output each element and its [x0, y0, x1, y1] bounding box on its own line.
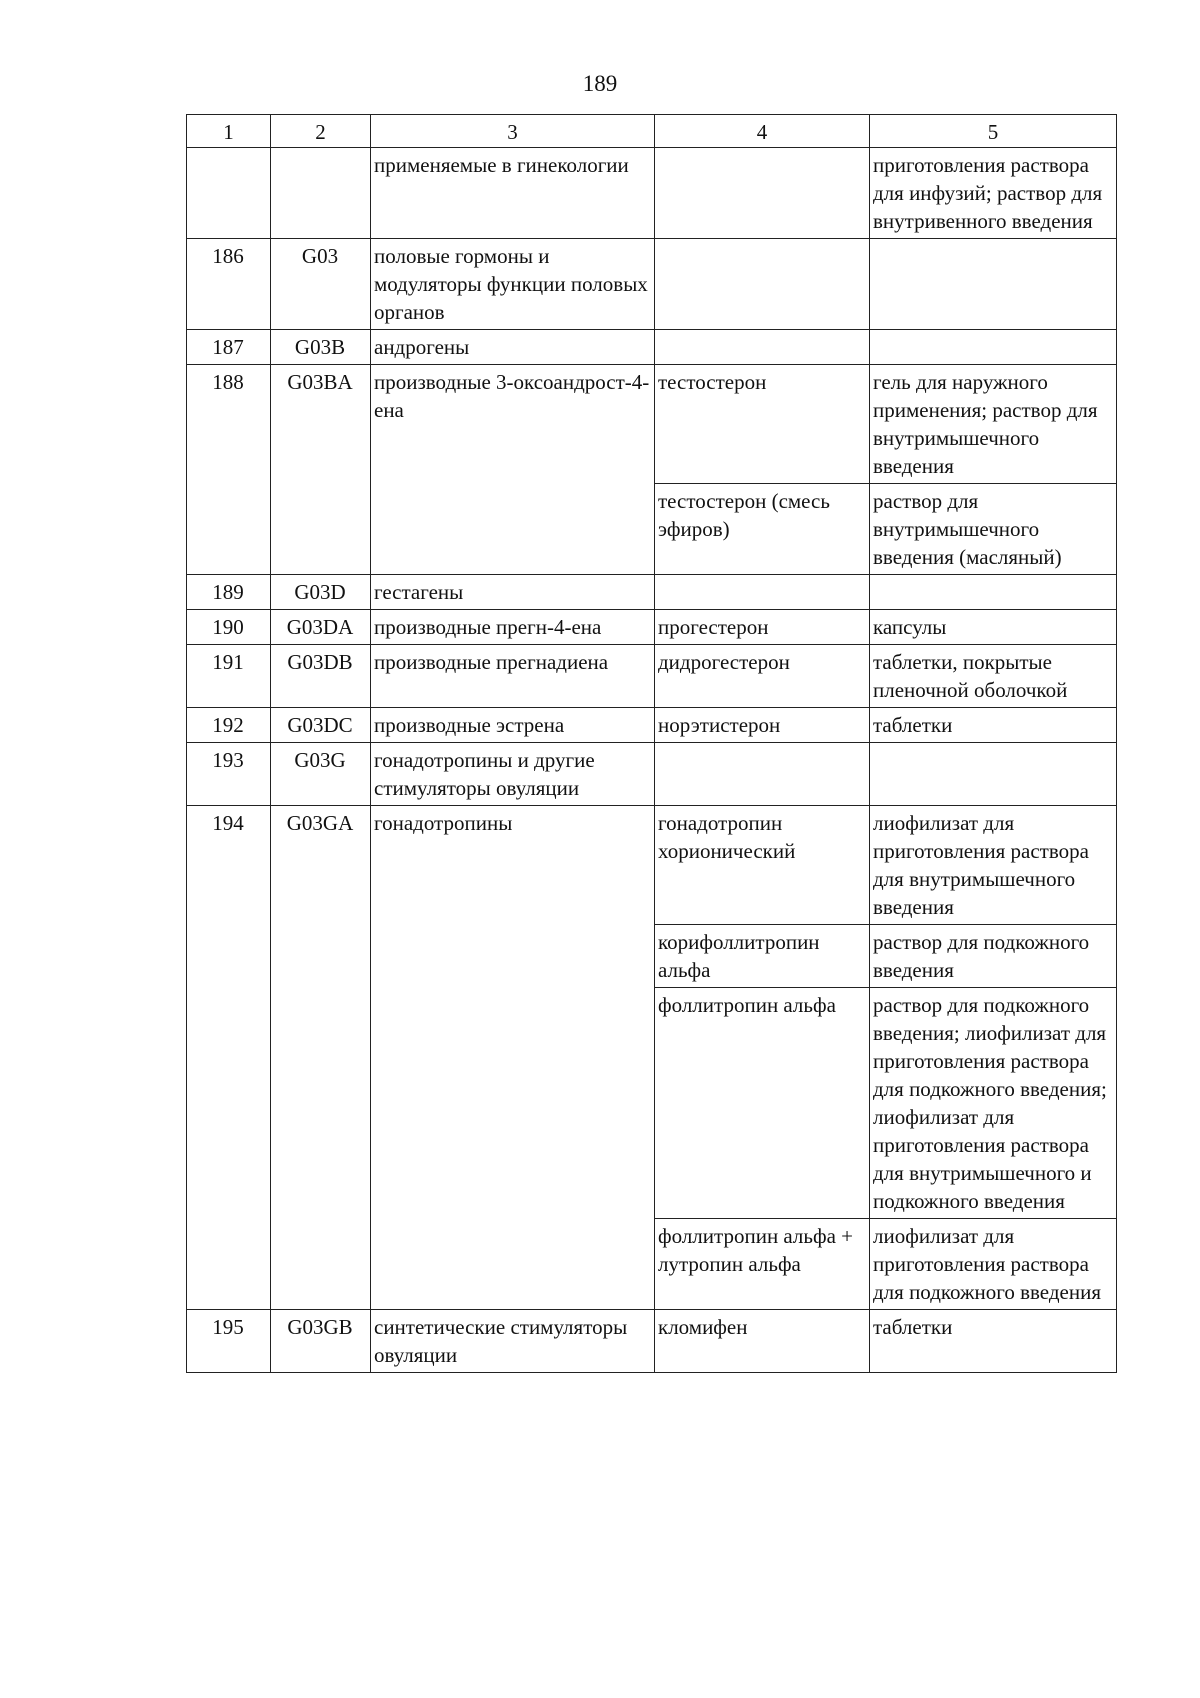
dosage-form-cell: раствор для подкожного введения; лиофилизат для приготовления раствора для подкожного введения; лиофилизат для приготовления раствора для внутримышечного и подкожного введения: [870, 988, 1117, 1219]
table-row: [187, 743, 1117, 806]
atc-code-cell: [271, 148, 371, 239]
group-name-cell: андрогены: [371, 330, 655, 365]
row-number-cell: 186: [187, 239, 271, 330]
dosage-form-cell: таблетки: [870, 708, 1117, 743]
row-number-cell: 188: [187, 365, 271, 575]
group-name-cell: гонадотропины и другие стимуляторы овуляции: [371, 743, 655, 806]
drug-name-cell: прогестерон: [655, 610, 870, 645]
table-row: [187, 365, 1117, 484]
group-name-cell: производные прегнадиена: [371, 645, 655, 708]
table-row: [187, 1310, 1117, 1373]
atc-code-cell: G03G: [271, 743, 371, 806]
drug-name-cell: [655, 148, 870, 239]
header-cell-2: 2: [271, 115, 371, 148]
drug-name-cell: фоллитропин альфа + лутропин альфа: [655, 1219, 870, 1310]
dosage-form-cell: капсулы: [870, 610, 1117, 645]
atc-code-cell: G03DC: [271, 708, 371, 743]
table-row: [187, 239, 1117, 330]
drug-name-cell: [655, 575, 870, 610]
table-row: [187, 330, 1117, 365]
dosage-form-cell: раствор для подкожного введения: [870, 925, 1117, 988]
drug-name-cell: кломифен: [655, 1310, 870, 1373]
dosage-form-cell: раствор для внутримышечного введения (масляный): [870, 484, 1117, 575]
table-row: [187, 575, 1117, 610]
table-row: [187, 806, 1117, 925]
table-row: [187, 708, 1117, 743]
group-name-cell: гонадотропины: [371, 806, 655, 1310]
atc-code-cell: G03B: [271, 330, 371, 365]
row-number-cell: 187: [187, 330, 271, 365]
row-number-cell: 191: [187, 645, 271, 708]
dosage-form-cell: гель для наружного применения; раствор для внутримышечного введения: [870, 365, 1117, 484]
dosage-form-cell: таблетки, покрытые пленочной оболочкой: [870, 645, 1117, 708]
header-cell-1: 1: [187, 115, 271, 148]
header-cell-5: 5: [870, 115, 1117, 148]
table-row: [187, 610, 1117, 645]
page-number: 189: [582, 71, 618, 96]
group-name-cell: производные эстрена: [371, 708, 655, 743]
drug-name-cell: норэтистерон: [655, 708, 870, 743]
drug-name-cell: [655, 330, 870, 365]
group-name-cell: половые гормоны и модуляторы функции половых органов: [371, 239, 655, 330]
header-row: [187, 115, 1117, 148]
dosage-form-cell: [870, 239, 1117, 330]
row-number-cell: 192: [187, 708, 271, 743]
atc-code-cell: G03D: [271, 575, 371, 610]
dosage-form-cell: лиофилизат для приготовления раствора для внутримышечного введения: [870, 806, 1117, 925]
dosage-form-cell: [870, 743, 1117, 806]
group-name-cell: производные прегн-4-ена: [371, 610, 655, 645]
atc-code-cell: G03BA: [271, 365, 371, 575]
group-name-cell: гестагены: [371, 575, 655, 610]
group-name-cell: синтетические стимуляторы овуляции: [371, 1310, 655, 1373]
dosage-form-cell: лиофилизат для приготовления раствора для подкожного введения: [870, 1219, 1117, 1310]
header-cell-3: 3: [371, 115, 655, 148]
table-row: [187, 645, 1117, 708]
table-row: [187, 148, 1117, 239]
drug-name-cell: [655, 743, 870, 806]
drug-name-cell: [655, 239, 870, 330]
atc-code-cell: G03GA: [271, 806, 371, 1310]
drug-name-cell: гонадотропин хорионический: [655, 806, 870, 925]
drug-table: [186, 114, 1117, 1373]
row-number-cell: 195: [187, 1310, 271, 1373]
row-number-cell: 193: [187, 743, 271, 806]
drug-name-cell: тестостерон: [655, 365, 870, 484]
dosage-form-cell: таблетки: [870, 1310, 1117, 1373]
dosage-form-cell: [870, 575, 1117, 610]
row-number-cell: 189: [187, 575, 271, 610]
header-cell-4: 4: [655, 115, 870, 148]
drug-name-cell: фоллитропин альфа: [655, 988, 870, 1219]
group-name-cell: производные 3-оксоандрост-4-ена: [371, 365, 655, 575]
row-number-cell: 194: [187, 806, 271, 1310]
drug-name-cell: дидрогестерон: [655, 645, 870, 708]
row-number-cell: [187, 148, 271, 239]
drug-name-cell: корифоллитропин альфа: [655, 925, 870, 988]
dosage-form-cell: приготовления раствора для инфузий; раствор для внутривенного введения: [870, 148, 1117, 239]
atc-code-cell: G03GB: [271, 1310, 371, 1373]
table-body: [187, 148, 1117, 1373]
atc-code-cell: G03DB: [271, 645, 371, 708]
row-number-cell: 190: [187, 610, 271, 645]
drug-name-cell: тестостерон (смесь эфиров): [655, 484, 870, 575]
atc-code-cell: G03: [271, 239, 371, 330]
group-name-cell: применяемые в гинекологии: [371, 148, 655, 239]
atc-code-cell: G03DA: [271, 610, 371, 645]
dosage-form-cell: [870, 330, 1117, 365]
